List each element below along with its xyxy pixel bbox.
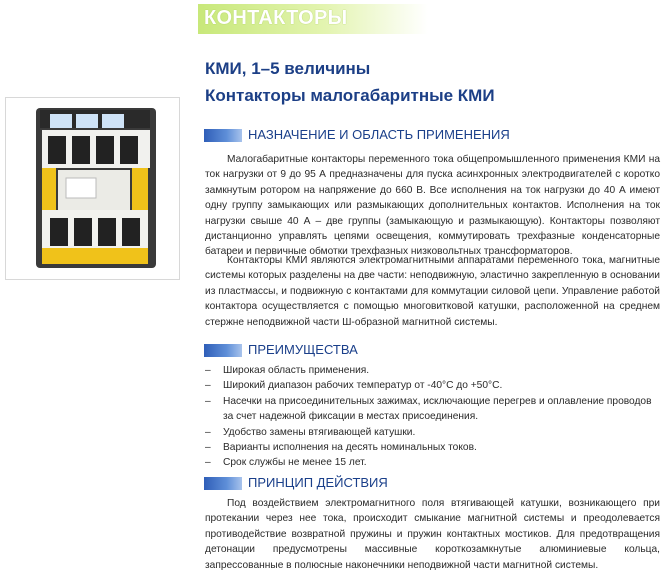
- advantages-list: [205, 363, 660, 471]
- contactor-illustration: [6, 98, 179, 279]
- list-item: – Широкая область применения.: [205, 365, 370, 376]
- section-marker: [204, 344, 242, 357]
- list-item: – Срок службы не менее 15 лет.: [205, 457, 367, 469]
- list-item: – Удобство замены втягивающей катушки.: [205, 426, 416, 438]
- product-title: КМИ, 1–5 величины: [205, 59, 371, 78]
- contactor-photo: [5, 97, 180, 280]
- category-banner: [198, 4, 428, 34]
- section-marker: [204, 129, 242, 142]
- list-item: – Варианты исполнения на десять номинальных токов.: [205, 442, 477, 454]
- section-marker: [204, 477, 242, 490]
- list-item: – Широкий диапазон рабочих температур от -40°С до +50°С.: [205, 380, 503, 392]
- list-item: – Насечки на присоединительных зажимах, исключающие перегрев и оплавление проводов за счет надежной фиксации в местах присоединения.: [205, 395, 652, 423]
- purpose-paragraph-2: Контакторы КМИ являются электромагнитными аппаратами переменного тока, магнитные системы которых разделены на две части: неподвижную, эластично закрепленную в основании из пластмассы, и подвижную с контактами для коммутации силовой цепи. Управление работой контактора осуществляется с помощью многовитковой катушки, расположенной на среднем стержне неподвижной части Ш-образной магнитной системы.: [205, 255, 660, 328]
- purpose-paragraph-1: Малогабаритные контакторы переменного тока общепромышленного применения КМИ на ток нагрузки от 9 до 95 А предназначены для пуска асинхронных электродвигателей с коротко замкнутым ротором на напряжение до 660 В. Все исполнения на ток нагрузки до 40 А имеют одну группу замыкающих или размыкающих дополнительных контактов. Исполнения на ток нагрузки свыше 40 А – две группы (замыкающую и размыкающую). Контакторы позволяют дистанционно управлять цепями освещения, коммутировать трехфазные конденсаторные батареи и первичные обмотки трехфазных низковольтных трансформаторов.: [205, 154, 660, 258]
- category-title: КОНТАКТОРЫ: [204, 7, 348, 29]
- principle-paragraph: Под воздействием электромагнитного поля втягивающей катушки, возникающего при протекании через нее тока, происходит смыкание магнитной системы и преодолевается противодействие возвратной пружины и пружин контактных мостиков. Для предотвращения детонации предусмотрены массивные короткозамкнутые алюминиевые кольца, запрессованные в полюсные наконечники неподвижной части магнитной системы.: [205, 498, 660, 571]
- product-subtitle: Контакторы малогабаритные КМИ: [205, 86, 495, 105]
